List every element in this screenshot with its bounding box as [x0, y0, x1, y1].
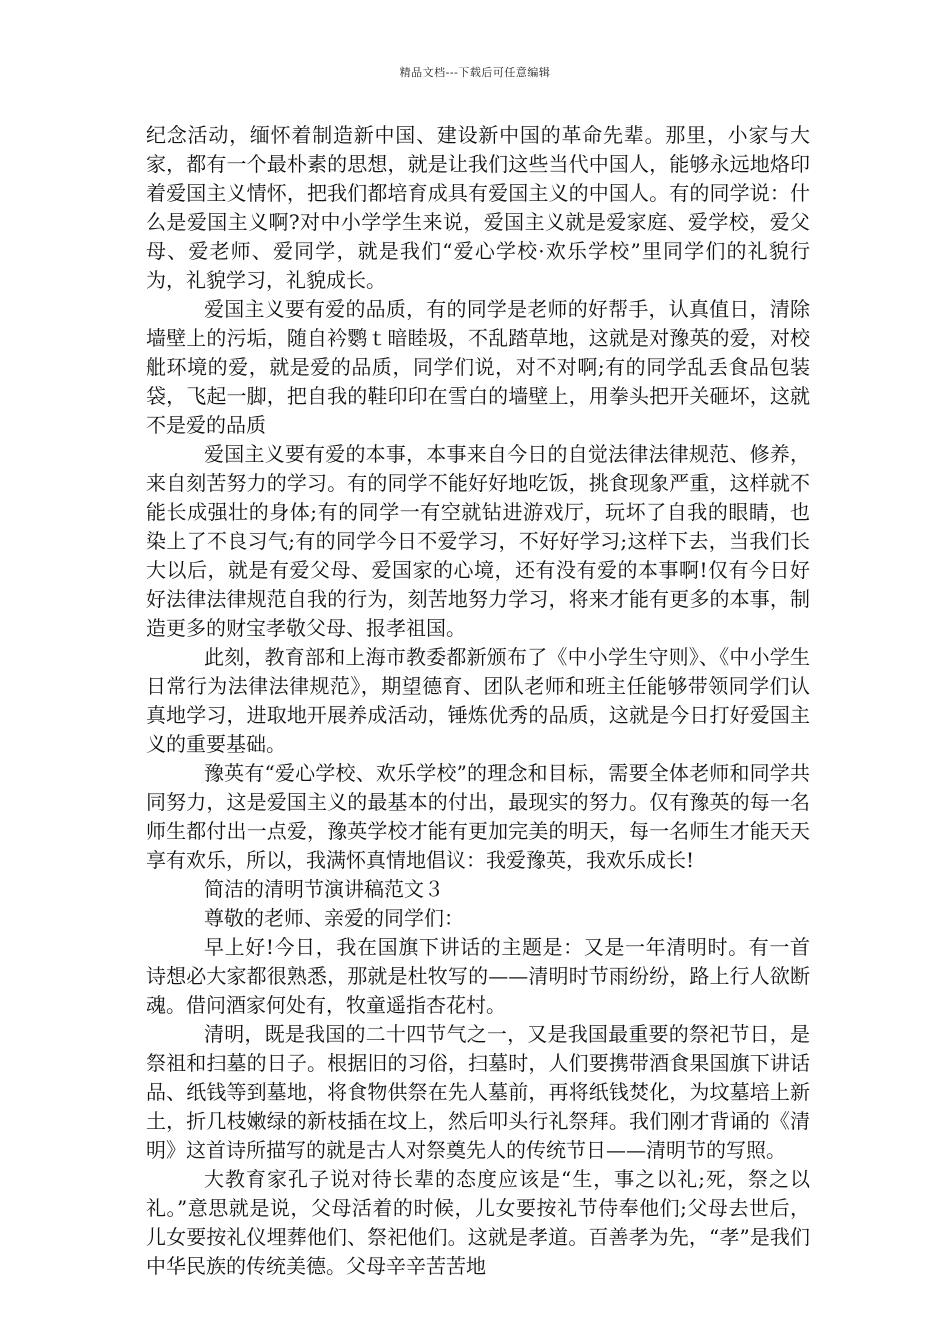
salutation: 尊敬的老师、亲爱的同学们： — [204, 906, 464, 930]
paragraph: 爱国主义要有爱的本事，本事来自今日的自觉法律法律规范、修养，来自刻苦努力的学习。有的同学不能好好地吃饭，挑食现象严重，这样就不能长成强壮的身体;有的同学一有空就钻进游戏厅，玩坏了自我的眼睛，也染上了不良习气;有的同学今日不爱学习，不好好学习;这样下去，当我们长大以后，就是有爱父母、爱国家的心境，还有没有爱的本事啊!仅有今日好好法律法律规范自我的行为，刻苦地努力学习，将来才能有更多的本事，制造更多的财宝孝敬父母、报孝祖国。 — [146, 442, 810, 640]
paragraph: 大教育家孔子说对待长辈的态度应该是“生，事之以礼;死，祭之以礼。”意思就是说，父母活着的时候，儿女要按礼节侍奉他们;父母去世后，儿女要按礼仪埋葬他们、祭祀他们。这就是孝道。百善孝为先，“孝”是我们中华民族的传统美德。父母辛辛苦苦地 — [146, 1167, 810, 1278]
paragraph: 纪念活动，缅怀着制造新中国、建设新中国的革命先辈。那里，小家与大家，都有一个最朴素的思想，就是让我们这些当代中国人，能够永远地烙印着爱国主义情怀，把我们都培育成具有爱国主义的中国人。有的同学说：什么是爱国主义啊?对中小学学生来说，爱国主义就是爱家庭、爱学校，爱父母、爱老师、爱同学，就是我们“爱心学校·欢乐学校”里同学们的礼貌行为，礼貌学习，礼貌成长。 — [146, 123, 810, 292]
paragraph: 豫英有“爱心学校、欢乐学校”的理念和目标，需要全体老师和同学共同努力，这是爱国主义的最基本的付出，最现实的努力。仅有豫英的每一名师生都付出一点爱，豫英学校才能有更加完美的明天，每一名师生才能天天享有欢乐，所以，我满怀真情地倡议：我爱豫英，我欢乐成长! — [146, 761, 810, 872]
paragraph: 此刻，教育部和上海市教委都新颁布了《中小学生守则》、《中小学生日常行为法律法律规范》，期望德育、团队老师和班主任能够带领同学们认真地学习，进取地开展养成活动，锤炼优秀的品质，这就是今日打好爱国主义的重要基础。 — [146, 645, 810, 756]
paragraph: 爱国主义要有爱的品质，有的同学是老师的好帮手，认真值日，清除墙壁上的污垢，随自衿鹦ｔ暗睦圾，不乱踏草地，这就是对豫英的爱，对校舭环境的爱，就是爱的品质，同学们说，对不对啊;有的同学乱丢食品包装袋，飞起一脚，把自我的鞋印印在雪白的墙壁上，用拳头把开关砸坏，这就不是爱的品质 — [146, 297, 810, 437]
section-heading: 简洁的清明节演讲稿范文３ — [204, 877, 444, 901]
paragraph: 早上好!今日，我在国旗下讲话的主题是：又是一年清明时。有一首诗想必大家都很熟悉，那就是杜牧写的——清明时节雨纷纷，路上行人欲断魂。借问酒家何处有，牧童遥指杏花村。 — [146, 935, 810, 1017]
page-header: 精品文档---下载后可任意编辑 — [399, 66, 551, 79]
document-body — [146, 121, 810, 1281]
paragraph: 清明，既是我国的二十四节气之一，又是我国最重要的祭祀节日，是祭祖和扫墓的日子。根据旧的习俗，扫墓时，人们要携带酒食果国旗下讲话品、纸钱等到墓地，将食物供祭在先人墓前，再将纸钱焚化，为坟墓培上新土，折几枝嫩绿的新枝插在坟上，然后叩头行礼祭拜。我们刚才背诵的《清明》这首诗所描写的就是古人对祭奠先人的传统节日——清明节的写照。 — [146, 1022, 810, 1162]
